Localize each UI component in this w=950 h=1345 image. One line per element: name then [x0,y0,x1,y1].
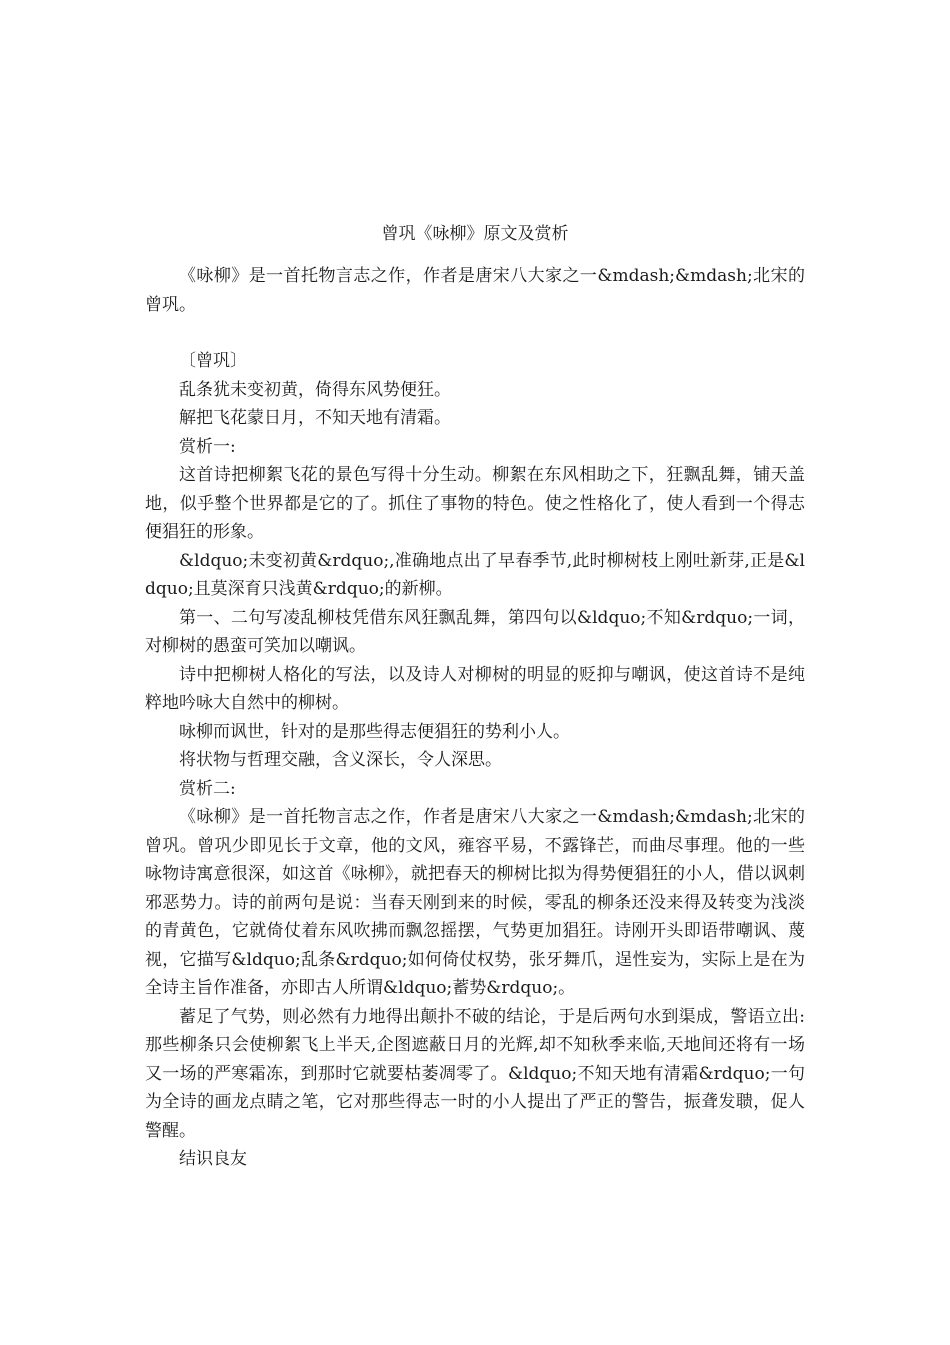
paragraph-analysis-1e: 咏柳而讽世，针对的是那些得志便猖狂的势利小人。 [179,721,570,742]
paragraph-analysis-2a: 《咏柳》是一首托物言志之作，作者是唐宋八大家之一&mdash;&mdash;北宋的曾巩。曾巩少即见长于文章，他的文风，雍容平易，不露锋芒，而曲尽事理。他的一些咏物诗寓意很深，如这首《咏柳》，就把春天的柳树比拟为得势便猖狂的小人，借以讽刺邪恶势力。诗的前两句是说：当春天刚到来的时候，零乱的柳条还没来得及转变为浅淡的青黄色，它就倚仗着东风吹拂而飘忽摇摆，气势更加猖狂。诗刚开头即语带嘲讽、蔑视，它描写&ldquo;乱条&rdquo;如何倚仗权势，张牙舞爪，逞性妄为，实际上是在为全诗主旨作准备，亦即古人所谓&ldquo;蓄势&rdquo;。 [145,807,805,998]
heading-analysis-1: 赏析一: [179,436,236,457]
paragraph-analysis-2b: 蓄足了气势，则必然有力地得出颠扑不破的结论，于是后两句水到渠成，警语立出:那些柳条只会使柳絮飞上半天,企图遮蔽日月的光辉,却不知秋季来临,天地间还将有一场又一场的严寒霜冻，到那时它就要枯萎凋零了。&ldquo;不知天地有清霜&rdquo;一句为全诗的画龙点睛之笔，它对那些得志一时的小人提出了严正的警告，振聋发聩，促人警醒。 [145,1006,805,1141]
document-body [145,262,805,1174]
paragraph-author: 〔曾巩〕 [179,351,247,371]
paragraph-analysis-1d: 诗中把柳树人格化的写法，以及诗人对柳树的明显的贬抑与嘲讽，使这首诗不是纯粹地吟咏大自然中的柳树。 [145,664,805,713]
heading-analysis-2: 赏析二: [179,778,236,799]
paragraph-footer: 结识良友 [179,1149,247,1169]
paragraph-analysis-1b: &ldquo;未变初黄&rdquo;,准确地点出了早春季节,此时柳树枝上刚吐新芽,正是&ldquo;且莫深育只浅黄&rdquo;的新柳。 [145,550,805,599]
poem-line-2: 解把飞花蒙日月，不知天地有清霜。 [179,408,451,428]
poem-line-1: 乱条犹未变初黄，倚得东风势便狂。 [179,379,451,400]
paragraph-intro: 《咏柳》是一首托物言志之作，作者是唐宋八大家之一&mdash;&mdash;北宋的曾巩。 [145,266,805,315]
document-title: 曾巩《咏柳》原文及赏析 [381,224,569,244]
paragraph-analysis-1f: 将状物与哲理交融，含义深长，令人深思。 [179,750,502,770]
paragraph-analysis-1c: 第一、二句写凌乱柳枝凭借东风狂飘乱舞，第四句以&ldquo;不知&rdquo;一词，对柳树的愚蛮可笑加以嘲讽。 [145,607,805,656]
paragraph-analysis-1a: 这首诗把柳絮飞花的景色写得十分生动。柳絮在东风相助之下，狂飘乱舞，铺天盖地，似乎整个世界都是它的了。抓住了事物的特色。使之性格化了，使人看到一个得志便猖狂的形象。 [145,465,805,542]
